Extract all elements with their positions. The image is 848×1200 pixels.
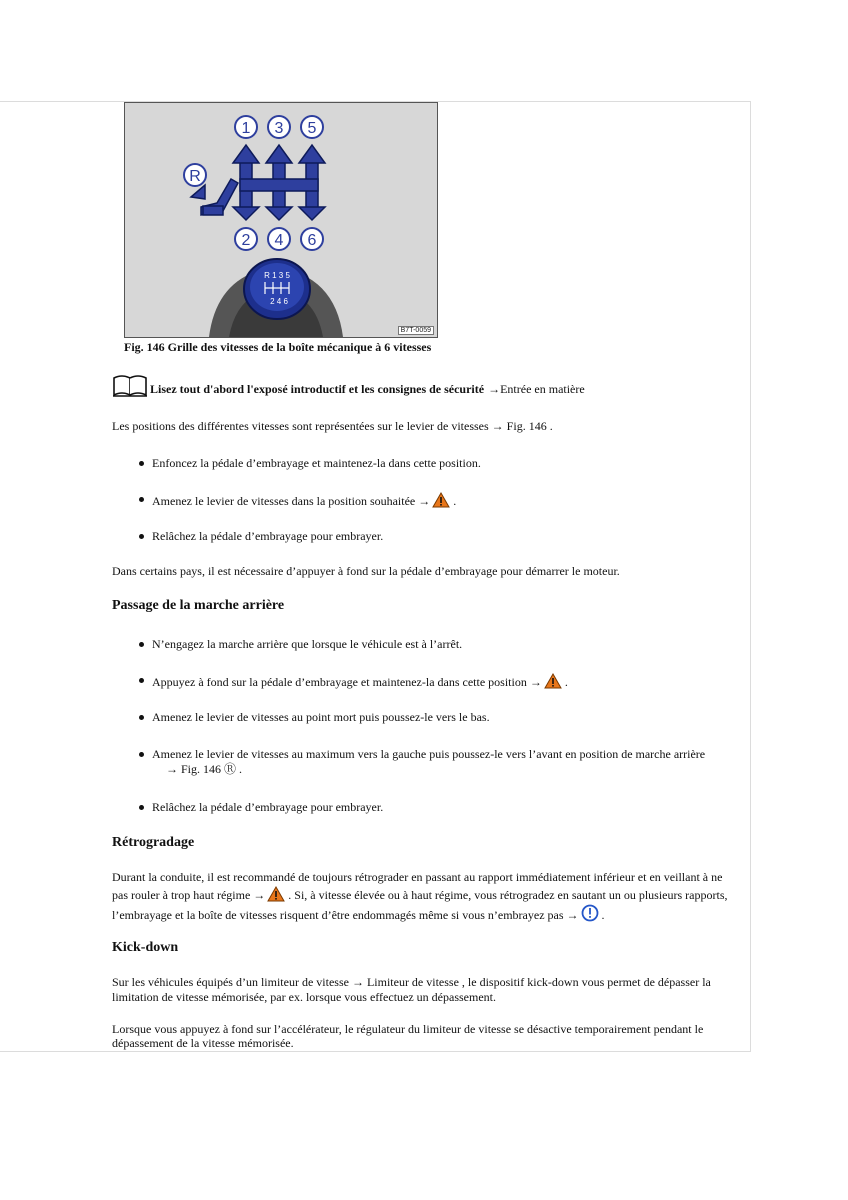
shift-pattern-arrows <box>191 145 325 220</box>
gear-4-label: 4 <box>274 232 284 249</box>
gear-circle-3 <box>268 116 290 138</box>
text-span: l’embrayage et la boîte de vitesses risquent d’être endommagés même si vous n’embrayez pas → <box>112 908 579 922</box>
paragraph-kickdown-2 <box>112 1022 740 1050</box>
list-item <box>152 492 742 509</box>
gear-6-label: 6 <box>307 232 317 249</box>
knob-bottom-label: 2 4 6 <box>270 297 288 306</box>
text-span: . Si, à vitesse élevée ou à haut régime, vous rétrogradez en sautant un ou plusieurs rapports, <box>285 888 728 902</box>
intro-bold-text: Lisez tout d'abord l'exposé introductif et les consignes de sécurité <box>150 382 485 396</box>
gear-5-label: 5 <box>307 120 317 137</box>
gear-reverse-label: R <box>189 168 201 185</box>
warning-icon[interactable] <box>544 673 562 689</box>
gear-circle-5 <box>301 116 323 138</box>
list-item: N’engagez la marche arrière que lorsque le véhicule est à l’arrêt. <box>152 637 742 652</box>
intro-link[interactable]: Entrée en matière <box>500 382 585 396</box>
gear-circle-1 <box>235 116 257 138</box>
list-item-end: . <box>450 494 457 508</box>
list-item-text: Appuyez à fond sur la pédale d’embrayage et maintenez-la dans cette position → <box>152 675 542 689</box>
text-line <box>112 904 740 924</box>
gearshift-figure <box>124 102 438 338</box>
text-span: . <box>598 908 605 922</box>
gear-2-label: 2 <box>241 232 251 249</box>
intro-line <box>112 375 585 397</box>
book-icon <box>112 375 148 397</box>
warning-icon[interactable] <box>432 492 450 508</box>
list-item-end: . <box>561 675 568 689</box>
list-item: Enfoncez la pédale d’embrayage et maintenez-la dans cette position. <box>152 456 742 471</box>
figure-code: B7T-0059 <box>398 326 434 335</box>
warning-icon[interactable] <box>267 886 285 902</box>
list-item: Relâchez la pédale d’embrayage pour embrayer. <box>152 529 742 544</box>
text-line: Durant la conduite, il est recommandé de toujours rétrograder en passant au rapport immédiatement inférieur et en veillant à ne <box>112 870 723 884</box>
notice-icon[interactable] <box>581 904 599 922</box>
list-item: Amenez le levier de vitesses au point mort puis poussez-le vers le bas. <box>152 710 742 725</box>
text-line: dépassement de la vitesse mémorisée. <box>112 1036 294 1050</box>
text-span: pas rouler à trop haut régime → <box>112 888 266 902</box>
heading-reverse: Passage de la marche arrière <box>112 598 285 613</box>
gear-circle-reverse <box>184 164 206 186</box>
list-item: Relâchez la pédale d’embrayage pour embrayer. <box>152 800 742 815</box>
gear-lever-knob <box>209 259 343 337</box>
list-item <box>152 673 742 690</box>
text-line: limitation de vitesse mémorisée, par ex. lorsque vous effectuez un dépassement. <box>112 990 496 1004</box>
text-line <box>112 886 740 904</box>
paragraph-start-engine: Dans certains pays, il est nécessaire d’appuyer à fond sur la pédale d’embrayage pour démarrer le moteur. <box>112 564 620 578</box>
paragraph-downshift <box>112 869 740 924</box>
list-item-line: Amenez le levier de vitesses au maximum vers la gauche puis poussez-le vers l’avant en position de marche arrière <box>152 747 706 761</box>
list-item <box>152 747 742 777</box>
heading-kickdown: Kick-down <box>112 940 179 955</box>
text-line: Lorsque vous appuyez à fond sur l’accélérateur, le régulateur du limiteur de vitesse se désactive temporairement pendant le <box>112 1022 704 1036</box>
paragraph-kickdown-1 <box>112 975 740 1005</box>
gear-1-label: 1 <box>241 120 251 137</box>
gear-circle-4 <box>268 228 290 250</box>
text-line: Sur les véhicules équipés d’un limiteur de vitesse → Limiteur de vitesse , le dispositif kick-down vous permet de dépasser la <box>112 975 711 989</box>
knob-top-label: R 1 3 5 <box>264 271 290 280</box>
list-item-line: → Fig. 146 Ⓡ . <box>166 762 243 776</box>
intro-arrow: → <box>488 382 501 396</box>
gear-3-label: 3 <box>274 120 284 137</box>
heading-downshift: Rétrogradage <box>112 835 195 850</box>
figure-caption: Fig. 146 Grille des vitesses de la boîte mécanique à 6 vitesses <box>124 340 432 354</box>
gear-circle-2 <box>235 228 257 250</box>
list-item-text: Amenez le levier de vitesses dans la position souhaitée → <box>152 494 431 508</box>
gear-circle-6 <box>301 228 323 250</box>
paragraph-positions: Les positions des différentes vitesses sont représentées sur le levier de vitesses → Fig. 146 . <box>112 419 553 433</box>
gearshift-diagram <box>125 103 437 337</box>
